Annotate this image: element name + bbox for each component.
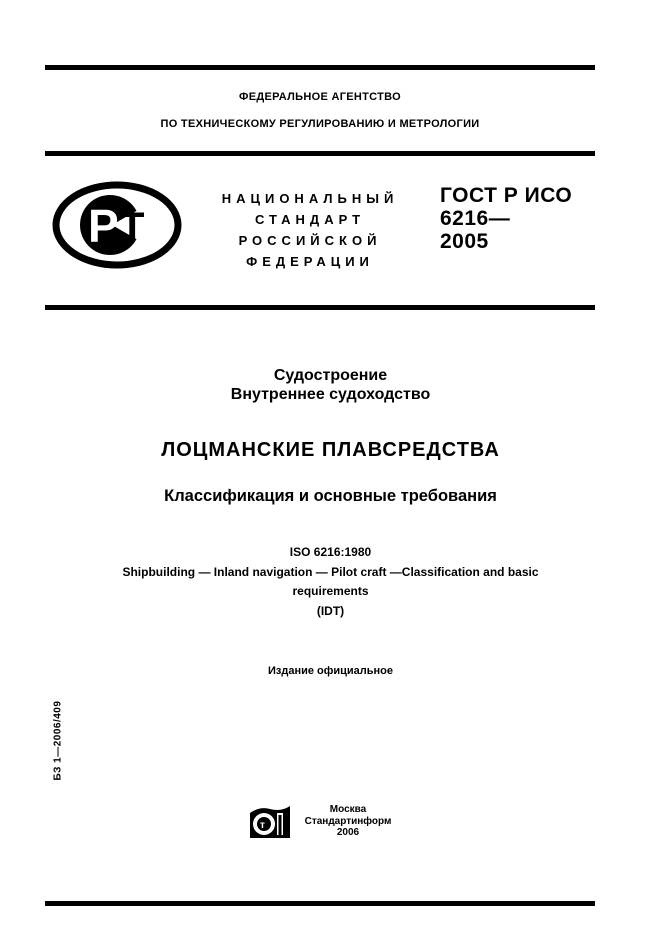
page-title: ЛОЦМАНСКИЕ ПЛАВСРЕДСТВА	[161, 439, 500, 461]
page-subtitle: Классификация и основные требования	[164, 487, 497, 505]
standard-designation	[440, 184, 572, 253]
svg-text:Р: Р	[88, 200, 119, 252]
standard-type-line: НАЦИОНАЛЬНЫЙ	[221, 191, 399, 206]
publisher-name: Стандартинформ	[304, 815, 392, 827]
iso-idt: (IDT)	[316, 603, 345, 618]
registration-side-note: БЗ 1—2006/409	[52, 700, 64, 781]
designation-line: 6216—	[440, 207, 511, 230]
agency-name-line2: ПО ТЕХНИЧЕСКОМУ РЕГУЛИРОВАНИЮ И МЕТРОЛОГИИ	[160, 118, 480, 130]
publisher-city: Москва	[329, 804, 367, 815]
iso-title-line2: requirements	[292, 584, 369, 598]
national-standard-block	[200, 188, 420, 272]
svg-text:т: т	[260, 820, 265, 831]
svg-text:Т: Т	[120, 205, 145, 249]
header-rule	[45, 151, 595, 156]
subject-line: Судостроение	[273, 367, 388, 384]
agency-name-line1: ФЕДЕРАЛЬНОЕ АГЕНТСТВО	[239, 91, 401, 103]
standard-type-line: СТАНДАРТ	[254, 212, 366, 227]
designation-rule	[45, 305, 595, 310]
edition-note: Издание официальное	[267, 665, 394, 677]
subject-line: Внутреннее судоходство	[230, 386, 431, 403]
top-rule	[45, 65, 595, 70]
publisher-year: 2006	[336, 827, 360, 838]
publisher-imprint	[288, 804, 408, 839]
designation-line: 2005	[440, 230, 489, 253]
iso-title-line1: Shipbuilding — Inland navigation — Pilot craft —Classification and basic	[122, 564, 539, 579]
iso-ref: ISO 6216:1980	[289, 545, 372, 559]
designation-line: ГОСТ Р ИСО	[440, 184, 573, 207]
standartinform-logo-icon	[249, 805, 291, 844]
standard-type-line: ФЕДЕРАЦИИ	[246, 254, 374, 269]
subject-block	[0, 366, 661, 404]
iso-reference-block	[0, 543, 661, 621]
standard-type-line: РОССИЙСКОЙ	[238, 233, 382, 248]
bottom-rule	[45, 901, 595, 906]
rst-logo-icon	[50, 181, 184, 274]
